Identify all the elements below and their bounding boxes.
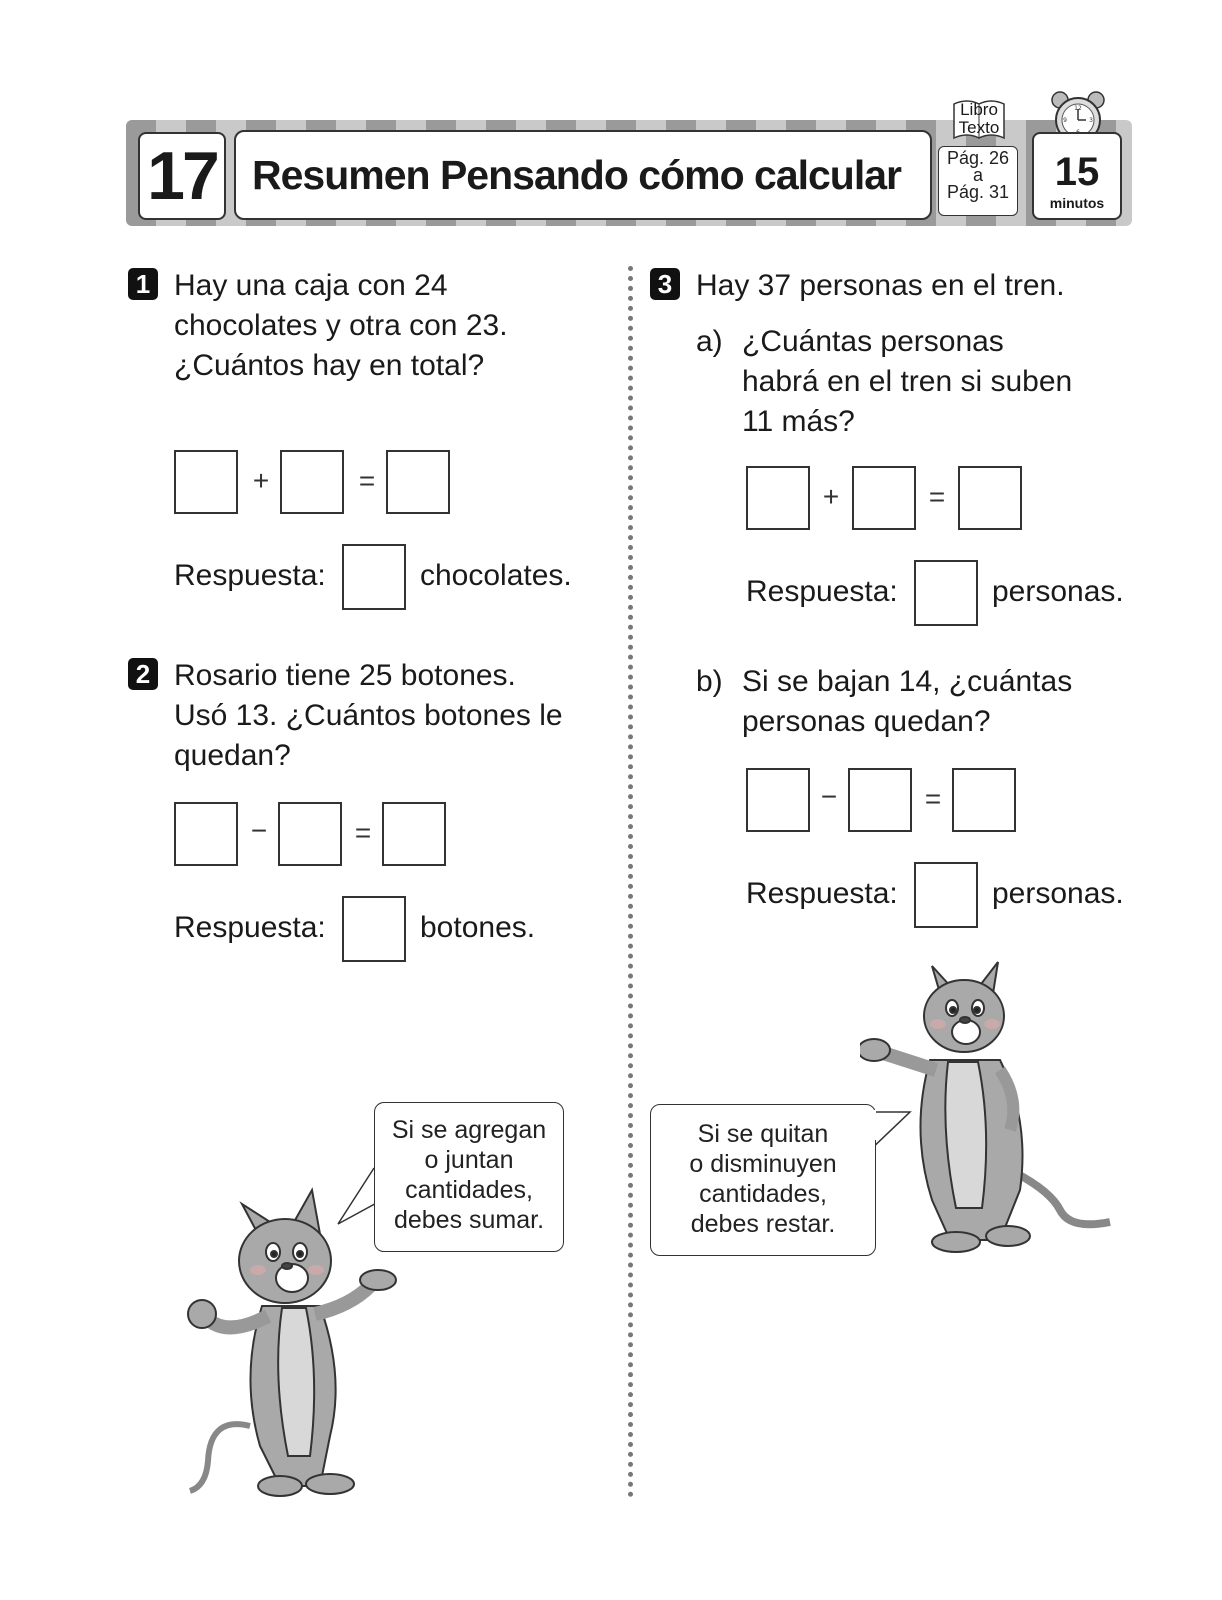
title-box [234,130,932,220]
question-line: habrá en el tren si suben [742,365,1073,398]
clock-number: 3 [1089,117,1093,124]
bubble-line: cantidades, [405,1176,533,1204]
minuend-box[interactable] [746,768,810,832]
part-b-text [742,662,1072,742]
answer-label: Respuesta: [174,559,326,592]
question-1-text [174,266,508,386]
time-value: 15 [1054,150,1100,194]
subtrahend-box[interactable] [848,768,912,832]
part-a-label: a) [696,325,723,358]
addend-box[interactable] [174,450,238,514]
column-divider [628,266,633,1498]
addend-box[interactable] [280,450,344,514]
bubble-line: o disminuyen [689,1150,837,1178]
page-title: Resumen Pensando cómo calcular [252,152,902,198]
bubble-line: debes sumar. [393,1206,545,1234]
question-number-badge: 3 [650,268,680,300]
addend-box[interactable] [852,466,916,530]
answer-unit: personas. [992,877,1124,910]
plus-sign: + [252,465,270,496]
plus-sign: + [822,481,840,512]
time-unit: minutos [1049,195,1105,211]
bubble-line: Si se agregan [391,1116,547,1144]
question-line: Si se bajan 14, ¿cuántas [742,665,1073,698]
answer-label: Respuesta: [746,575,898,608]
cat-illustration-left [170,1186,410,1506]
question-3-intro: Hay 37 personas en el tren. [696,269,1065,302]
answer-box[interactable] [342,544,406,610]
bubble-line: Si se quitan [697,1120,829,1148]
pages-connector: a [972,165,983,185]
pages-to: Pág. 31 [946,182,1010,202]
answer-label: Respuesta: [746,877,898,910]
bubble-line: cantidades, [699,1180,827,1208]
minus-sign: − [250,815,268,846]
minus-sign: − [820,781,838,812]
minuend-box[interactable] [174,802,238,866]
equals-sign: = [358,465,376,496]
question-number-badge: 2 [128,658,158,690]
time-box [1032,132,1122,220]
question-number-badge: 1 [128,268,158,300]
question-line: quedan? [174,739,291,772]
clock-number: 12 [1074,105,1082,112]
question-line: Hay una caja con 24 [174,269,448,302]
question-line: Usó 13. ¿Cuántos botones le [174,699,563,732]
textbook-pages [938,146,1018,216]
pages-from: Pág. 26 [946,148,1010,168]
question-line: personas quedan? [742,705,991,738]
result-box[interactable] [382,802,446,866]
result-box[interactable] [958,466,1022,530]
clock-number: 9 [1063,117,1067,124]
question-line: Rosario tiene 25 botones. [174,659,516,692]
answer-box[interactable] [914,862,978,928]
cat-illustration-right [860,960,1120,1260]
book-label-line: Libro [960,100,998,119]
bubble-line: o juntan [424,1146,514,1174]
equals-sign: = [924,783,942,814]
answer-box[interactable] [342,896,406,962]
question-line: ¿Cuántos hay en total? [174,349,485,382]
book-label [950,101,1008,137]
answer-box[interactable] [914,560,978,626]
answer-label: Respuesta: [174,911,326,944]
book-label-line: Texto [958,118,1000,137]
answer-unit: botones. [420,911,536,944]
question-line: chocolates y otra con 23. [174,309,508,342]
bubble-line: debes restar. [690,1210,836,1238]
lesson-number: 17 [138,132,226,220]
part-a-text [742,322,1072,442]
result-box[interactable] [952,768,1016,832]
subtrahend-box[interactable] [278,802,342,866]
equals-sign: = [928,481,946,512]
answer-unit: personas. [992,575,1124,608]
speech-bubble-right [650,1104,876,1256]
part-b-label: b) [696,665,723,698]
question-2-text [174,656,563,776]
question-line: 11 más? [742,405,855,438]
answer-unit: chocolates. [420,559,572,592]
addend-box[interactable] [746,466,810,530]
equals-sign: = [354,817,372,848]
question-line: ¿Cuántas personas [742,325,1004,358]
result-box[interactable] [386,450,450,514]
